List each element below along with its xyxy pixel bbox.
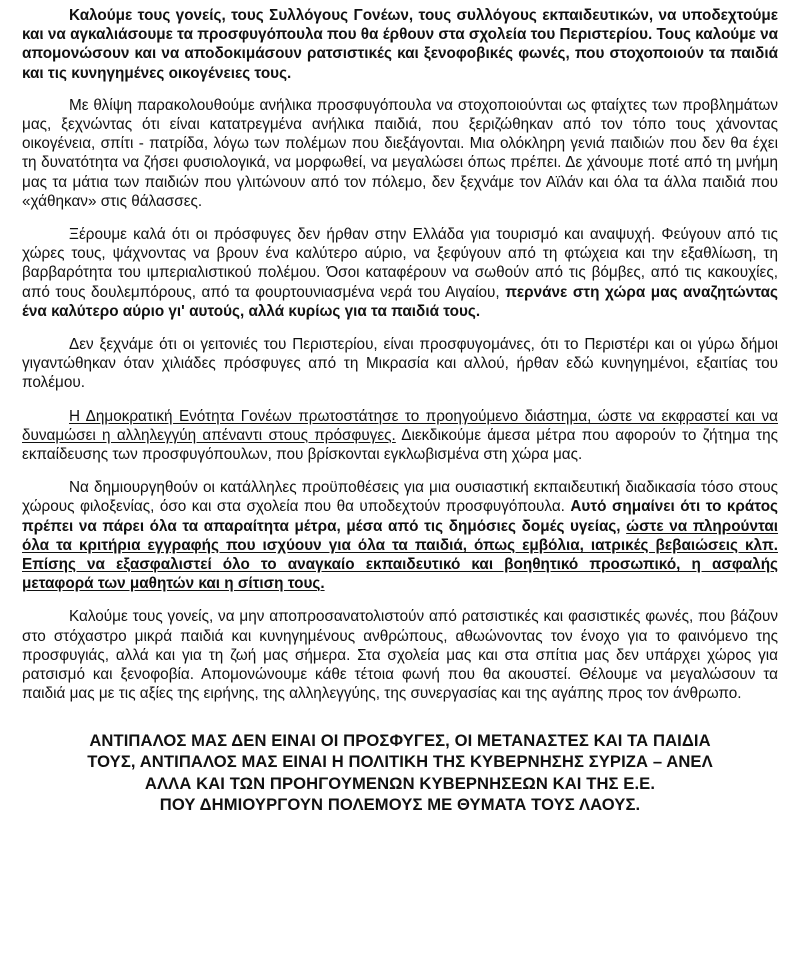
text-segment: Δεν ξεχνάμε ότι οι γειτονιές του Περιστερίου, είναι προσφυγομάνες, ότι το Περιστέρι και οι γύρω δήμοι γιγαντώθηκαν όταν χιλιάδες πρόσφυγες από τη Μικρασία και αλλού, ήρθαν εδώ κυνηγημένοι, εξαιτίας του πολέμου. — [22, 336, 778, 392]
text-segment: ώστε να πληρούνται όλα τα κριτήρια εγγραφής που ισχύουν για όλα τα παιδιά, όπως εμβόλια, ιατρικές βεβαιώσεις κλπ. Επίσης να εξασφαλιστεί όλο το αναγκαίο εκπαιδευτικό και βοηθητικό προσωπικό, η ασφαλής μεταφορά των μαθητών και η σίτιση τους. — [22, 517, 779, 593]
document-body — [22, 6, 778, 704]
closing-statement — [22, 730, 778, 816]
paragraph-refugee-children — [22, 96, 778, 211]
closing-line: ΑΝΤΙΠΑΛΟΣ ΜΑΣ ΔΕΝ ΕΙΝΑΙ ΟΙ ΠΡΟΣΦΥΓΕΣ, ΟΙ ΜΕΤΑΝΑΣΤΕΣ ΚΑΙ ΤΑ ΠΑΙΔΙΑ — [89, 730, 711, 750]
text-segment: Καλούμε τους γονείς, τους Συλλόγους Γονέων, τους συλλόγους εκπαιδευτικών, να υποδεχτούμε και να αγκαλιάσουμε τα προσφυγόπουλα που θα έρθουν στα σχολεία του Περιστερίου. Τους καλούμε να απομονώσουν και να αποδοκιμάσουν ρατσιστικές και ξενοφοβικές φωνές, που στοχοποιούν τα παιδιά και τις κυνηγημένες οικογένειες τους. — [22, 7, 778, 82]
paragraph-not-tourism — [22, 225, 778, 321]
paragraph-democratic-unity — [22, 407, 778, 465]
closing-line: ΠΟΥ ΔΗΜΙΟΥΡΓΟΥΝ ΠΟΛΕΜΟΥΣ ΜΕ ΘΥΜΑΤΑ ΤΟΥΣ ΛΑΟΥΣ. — [159, 795, 641, 815]
closing-line: ΤΟΥΣ, ΑΝΤΙΠΑΛΟΣ ΜΑΣ ΕΙΝΑΙ Η ΠΟΛΙΤΙΚΗ ΤΗΣ ΚΥΒΕΡΝΗΣΗΣ ΣΥΡΙΖΑ – ΑΝΕΛ — [87, 752, 713, 772]
text-segment: Καλούμε τους γονείς, να μην αποπροσανατολιστούν από ρατσιστικές και φασιστικές φωνές, που βάζουν στο στόχαστρο μικρά παιδιά και κυνηγημένους ανθρώπους, αθωώνοντας τον ένοχο για το φαινόμενο της προσφυγιάς, αλλά και για τη ζωή μας σήμερα. Στα σχολεία μας και στα σπίτια μας δεν υπάρχει χώρος για ρατσισμό και ξενοφοβία. Απομονώνουμε κάθε τέτοια φωνή που θα ακουστεί. Θέλουμε να μεγαλώσουν τα παιδιά μας με τις αξίες της ειρήνης, της αλληλεγγύης, της συνεργασίας και της αγάπης προς τον άνθρωπο. — [22, 608, 778, 703]
text-segment: Με θλίψη παρακολουθούμε ανήλικα προσφυγόπουλα να στοχοποιούνται ως φταίχτες των προβλημάτων μας, ξεχνώντας ότι είναι κατατρεγμένα ανήλικα παιδιά, που ξεριζώθηκαν από τον τόπο τους χάνοντας οικογένεια, σπίτι - πατρίδα, λόγω των πολέμων που διεξάγονται. Μια ολόκληρη γενιά παιδιών που δεν θα έχει τη δυνατότητα να ζήσει φυσιολογικά, να μορφωθεί, να μεγαλώσει όπως πρέπει. Δε χάνουμε ποτέ από τη μνήμη μας τα μάτια των παιδιών που γλιτώνουν από τον πόλεμο, δεν ξεχνάμε τον Αϊλάν και όλα τα άλλα παιδιά που «χάθηκαν» στις θάλασσες. — [22, 96, 778, 210]
text-segment: Διεκδικούμε άμεσα μέτρα που αφορούν το ζήτημα της εκπαίδευσης των προσφυγόπουλων, που βρίσκονται εγκλωβισμένα στη χώρα μας. — [22, 426, 778, 464]
text-segment: Να δημιουργηθούν οι κατάλληλες προϋποθέσεις για μια ουσιαστική εκπαιδευτική διαδικασία τόσο στους χώρους φιλοξενίας, όσο και στα σχολεία που θα υποδεχτούν προσφυγόπουλα. — [22, 479, 778, 516]
text-segment: Αυτό σημαίνει ότι το κράτος πρέπει να πάρει όλα τα απαραίτητα μέτρα, μέσα από τις δημόσιες δομές υγείας, — [22, 498, 778, 535]
paragraph-peristeri-history — [22, 335, 778, 393]
text-segment: περνάνε στη χώρα μας αναζητώντας ένα καλύτερο αύριο γι' αυτούς, αλλά κυρίως για τα παιδιά τους. — [22, 283, 778, 320]
text-segment: Η Δημοκρατική Ενότητα Γονέων πρωτοστάτησε το προηγούμενο διάστημα, ώστε να εκφραστεί και να δυναμώσει η αλληλεγγύη απέναντι στους πρόσφυγες. — [22, 407, 778, 444]
paragraph-call-to-parents — [22, 6, 778, 83]
paragraph-no-racism — [22, 607, 778, 703]
text-segment: Ξέρουμε καλά ότι οι πρόσφυγες δεν ήρθαν στην Ελλάδα για τουρισμό και αναψυχή. Φεύγουν από τις χώρες τους, ψάχνοντας να βρουν ένα καλύτερο αύριο, να ξεφύγουν από τη φτώχεια και την εξαθλίωση, τη βαρβαρότητα του ιμπεριαλιστικού πολέμου. Όσοι καταφέρουν να σωθούν από τις βόμβες, από τις κακουχίες, από τους δουλεμπόρους, από τα φουρτουνιασμένα νερά του Αιγαίου, — [22, 226, 778, 301]
paragraph-conditions — [22, 478, 778, 593]
closing-line: ΑΛΛΑ ΚΑΙ ΤΩΝ ΠΡΟΗΓΟΥΜΕΝΩΝ ΚΥΒΕΡΝΗΣΕΩΝ ΚΑΙ ΤΗΣ Ε.Ε. — [144, 773, 656, 793]
